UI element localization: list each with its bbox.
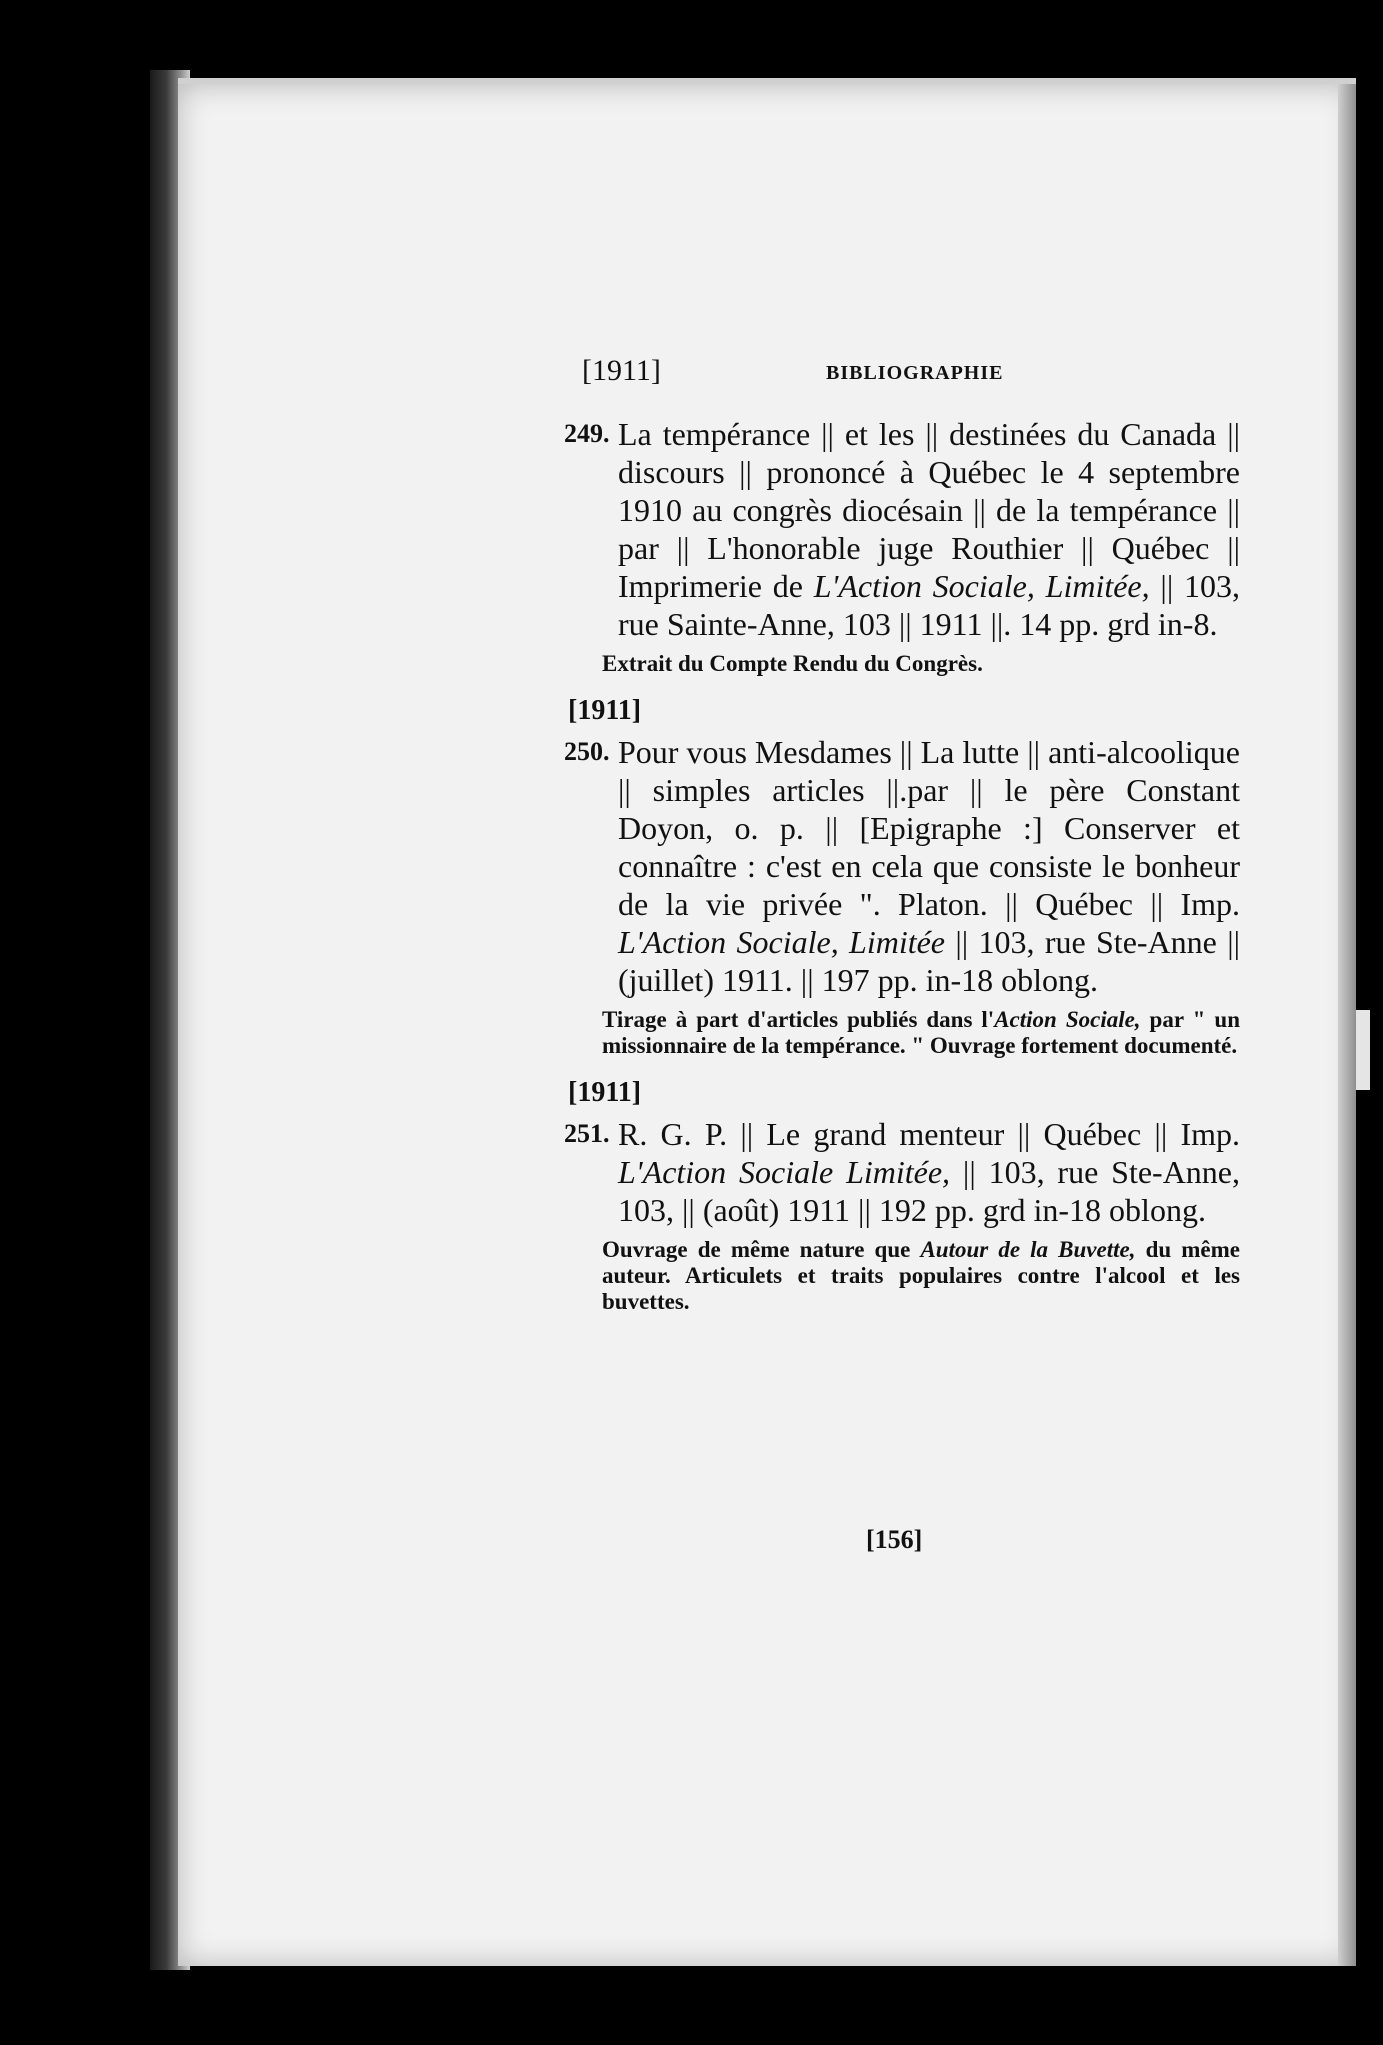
entry-publisher: L'Action Sociale, Limitée [618,924,946,960]
bibliography-entries [564,415,1241,1333]
entry-note: Extrait du Compte Rendu du Congrès. [602,651,983,676]
page-number: [156] [866,1525,923,1554]
entry-text [618,1115,1240,1229]
year-tag: [1911] [568,1077,642,1108]
entry-publisher: L'Action Sociale, Limitée, [813,568,1150,604]
entry-text [618,733,1240,999]
entry-text [618,415,1240,643]
page-tab-notch [1356,1010,1370,1090]
entry-text-part: Pour vous Mesdames || La lutte || anti-alcoolique || simples articles ||.par || le père Constant Doyon, o. p. || [Epigraphe :] Conserver et connaître : c'est en cela que consiste le bonheur de la vie privée ". Platon. || Québec || Imp. [618,734,1240,922]
entry-text-part: || 103, rue Sainte-Anne, 103 || 1911 ||. 14 pp. grd in-8. [618,568,1241,642]
header-year: [1911] [582,354,661,387]
entry-251 [564,1115,1241,1229]
note-italic: Autour de la Buvette, [920,1237,1136,1262]
entry-249 [564,415,1241,643]
entry-number: 250. [564,737,610,766]
note-text-part: du même auteur. Articulets et traits populaires contre l'alcool et les buvettes. [602,1237,1240,1314]
entry-text-part: R. G. P. || Le grand menteur || Québec || Imp. [618,1116,1240,1152]
entry-text-part: || 103, rue Ste-Anne, 103, || (août) 1911 || 192 pp. grd in-18 oblong. [618,1154,1241,1228]
entry-text-part: || 103, rue Ste-Anne ||(juillet) 1911. || 197 pp. in-18 oblong. [618,924,1241,998]
year-tag: [1911] [568,695,642,726]
entry-number: 251. [564,1119,610,1148]
entry-note [570,1007,1240,1059]
note-italic: Action Sociale, [994,1007,1141,1032]
page-right-edge [1338,84,1356,1966]
entry-publisher: L'Action Sociale Limitée, [618,1154,951,1190]
note-text-part: Ouvrage de même nature que [602,1237,921,1262]
entry-250 [564,733,1241,999]
entry-number: 249. [564,419,610,448]
entry-text-part: La tempérance || et les || destinées du Canada || discours || prononcé à Québec le 4 septembre 1910 au congrès diocésain || de la tempérance || par || L'honorable juge Routhier || Québec || Imprimerie de [618,416,1240,604]
note-text-part: par " un missionnaire de la tempérance. " Ouvrage fortement documenté. [602,1007,1240,1058]
running-title: BIBLIOGRAPHIE [826,362,1004,384]
entry-note [570,1237,1240,1315]
note-text-part: Tirage à part d'articles publiés dans l' [602,1007,995,1032]
